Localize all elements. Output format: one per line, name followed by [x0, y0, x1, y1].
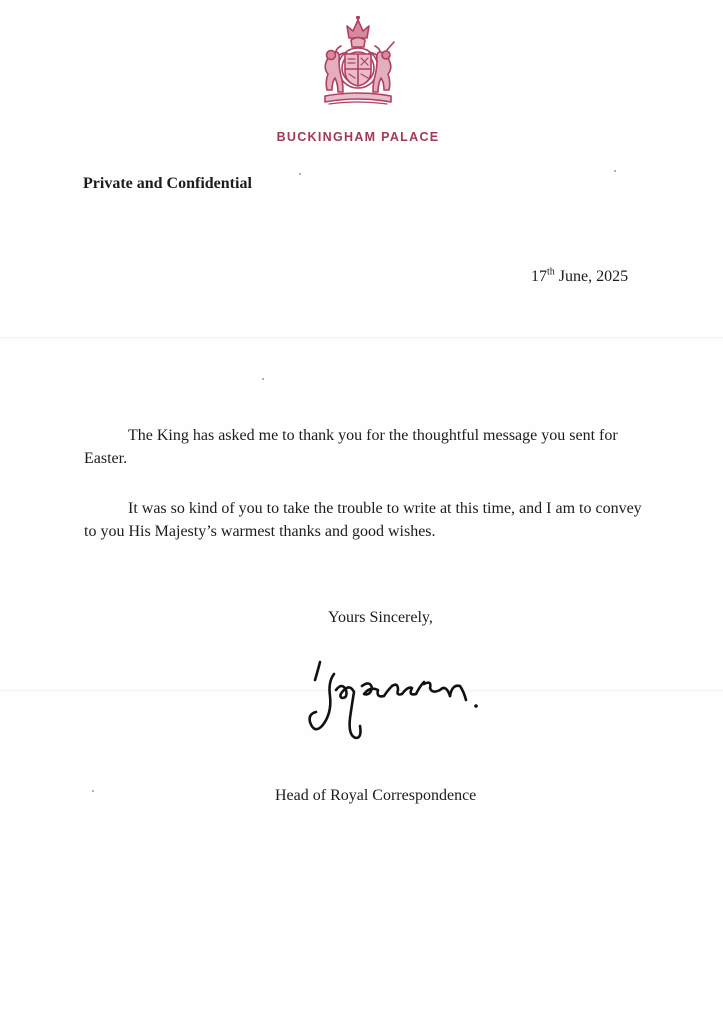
- body-paragraph: The King has asked me to thank you for the thoughtful message you sent for Easter.: [84, 427, 618, 467]
- classification-heading: Private and Confidential: [83, 175, 252, 192]
- handwritten-signature-icon: [300, 656, 490, 744]
- date-suffix: th: [547, 266, 555, 278]
- paper-fold-line: [0, 337, 723, 339]
- paper-speck: [262, 378, 264, 380]
- royal-coat-of-arms-icon: [311, 16, 405, 108]
- paper-speck: [92, 790, 94, 792]
- paper-speck: [299, 173, 301, 175]
- letter-date: [531, 268, 628, 286]
- paper-speck: [614, 170, 616, 172]
- closing-salutation: Yours Sincerely,: [328, 609, 433, 626]
- date-rest: June, 2025: [554, 268, 629, 285]
- letterhead-title: BUCKINGHAM PALACE: [276, 130, 440, 144]
- signatory-title: Head of Royal Correspondence: [275, 787, 477, 804]
- date-day: 17: [531, 268, 547, 285]
- body-paragraph: It was so kind of you to take the trouble to write at this time, and I am to convey to you His Majesty’s warmest thanks and good wishes.: [84, 500, 642, 540]
